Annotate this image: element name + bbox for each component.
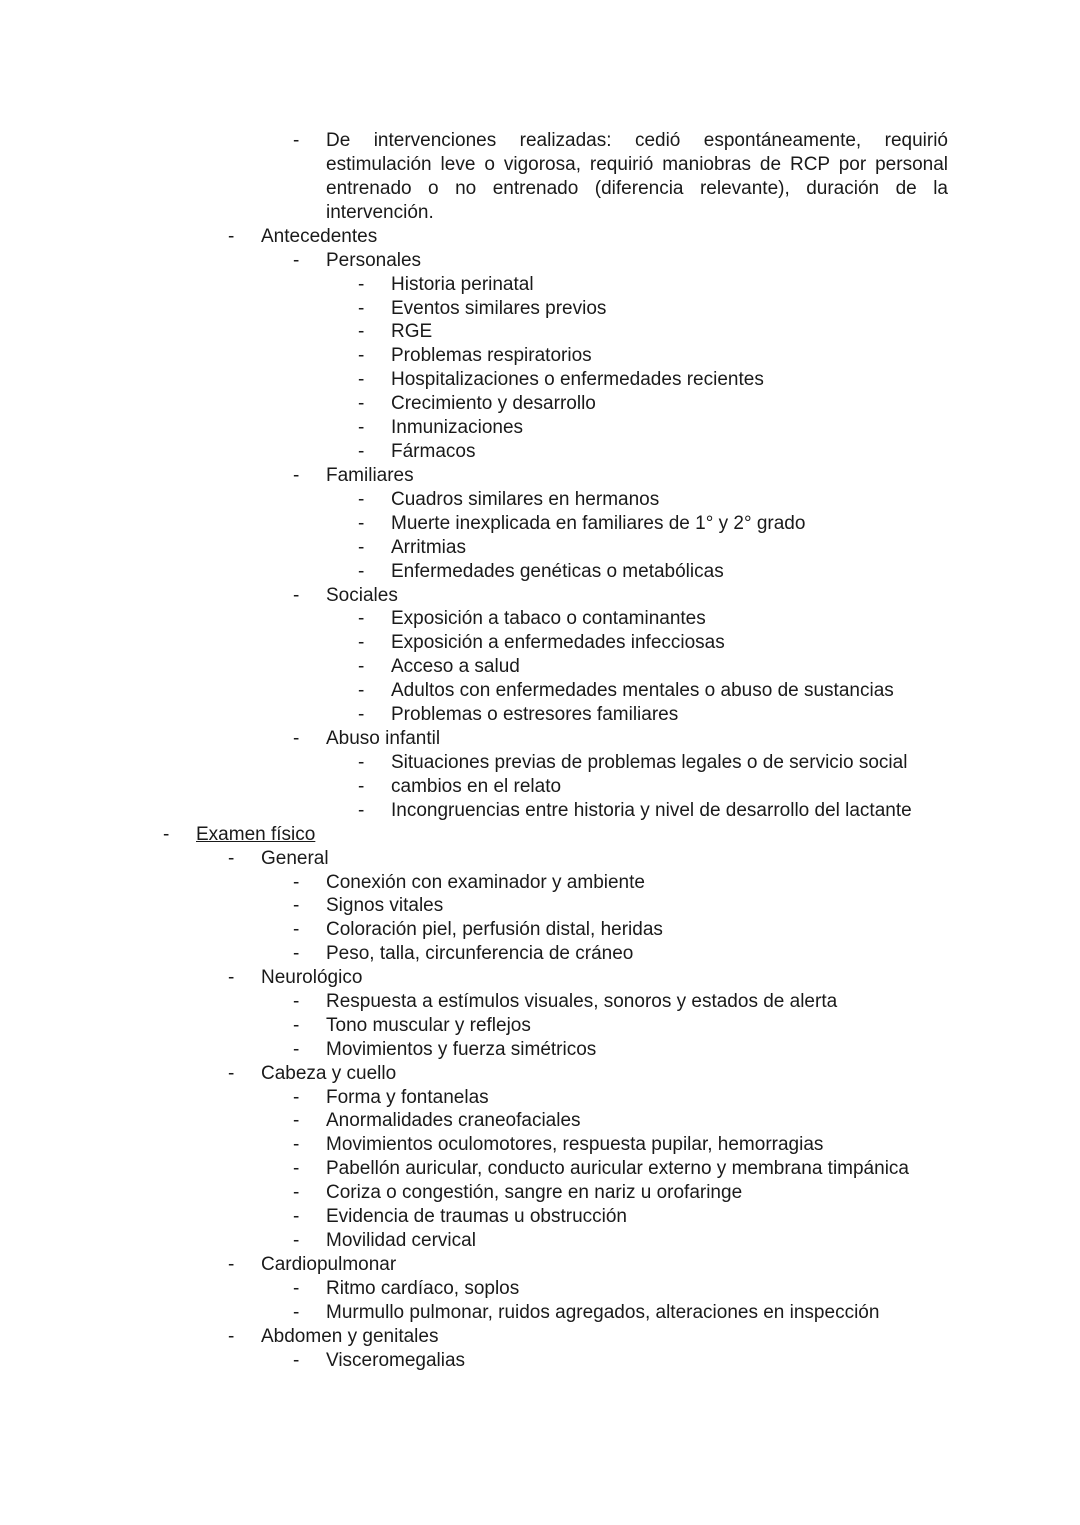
list-item: RGE [391,321,433,342]
list-item: Coriza o congestión, sangre en nariz u orofaringe [326,1182,743,1203]
bullet-dash: - [228,1254,235,1275]
list-item: Pabellón auricular, conducto auricular externo y membrana timpánica [326,1158,909,1179]
bullet-dash: - [358,561,365,582]
section-examen-fisico: Examen físico [196,824,316,845]
bullet-dash: - [293,1134,300,1155]
bullet-dash: - [293,465,300,486]
list-item: Problemas respiratorios [391,345,592,366]
list-item: Anormalidades craneofaciales [326,1110,581,1131]
bullet-dash: - [293,991,300,1012]
subsection-sociales: Sociales [326,585,398,606]
bullet-dash: - [358,274,365,295]
bullet-dash: - [293,1039,300,1060]
bullet-dash: - [293,1230,300,1251]
list-item: Acceso a salud [391,656,520,677]
subsection-abuso-infantil: Abuso infantil [326,728,441,749]
list-item: Forma y fontanelas [326,1087,489,1108]
list-item: Murmullo pulmonar, ruidos agregados, alteraciones en inspección [326,1302,880,1323]
bullet-dash: - [358,537,365,558]
list-item: Adultos con enfermedades mentales o abuso de sustancias [391,680,894,701]
list-item: Conexión con examinador y ambiente [326,872,645,893]
bullet-dash: - [358,680,365,701]
bullet-dash: - [293,728,300,749]
section-antecedentes: Antecedentes [261,226,378,247]
bullet-dash: - [293,585,300,606]
bullet-dash: - [358,489,365,510]
bullet-dash: - [293,250,300,271]
bullet-dash: - [358,441,365,462]
subsection-abdomen-genitales: Abdomen y genitales [261,1326,439,1347]
list-item: Arritmias [391,537,466,558]
bullet-dash: - [358,752,365,773]
subsection-cardiopulmonar: Cardiopulmonar [261,1254,397,1275]
subsection-neurologico: Neurológico [261,967,363,988]
list-item: Respuesta a estímulos visuales, sonoros y estados de alerta [326,991,838,1012]
list-item: Situaciones previas de problemas legales o de servicio social [391,752,908,773]
bullet-dash: - [293,1350,300,1371]
list-item: Crecimiento y desarrollo [391,393,596,414]
bullet-dash: - [293,1110,300,1131]
bullet-dash: - [358,608,365,629]
bullet-dash: - [293,919,300,940]
bullet-dash: - [228,1063,235,1084]
list-item: Enfermedades genéticas o metabólicas [391,561,724,582]
bullet-dash: - [228,967,235,988]
bullet-dash: - [293,1206,300,1227]
bullet-dash: - [358,513,365,534]
bullet-dash: - [293,1278,300,1299]
list-item: Eventos similares previos [391,298,607,319]
list-item: Peso, talla, circunferencia de cráneo [326,943,634,964]
bullet-dash: - [163,824,170,845]
list-item: Cuadros similares en hermanos [391,489,660,510]
bullet-dash: - [358,369,365,390]
bullet-dash: - [358,800,365,821]
bullet-dash: - [293,1015,300,1036]
subsection-cabeza-cuello: Cabeza y cuello [261,1063,397,1084]
bullet-dash: - [293,872,300,893]
list-item: Ritmo cardíaco, soplos [326,1278,520,1299]
list-item: Movilidad cervical [326,1230,476,1251]
bullet-dash: - [293,1302,300,1323]
bullet-dash: - [293,1087,300,1108]
bullet-dash: - [358,704,365,725]
bullet-dash: - [358,298,365,319]
list-item: cambios en el relato [391,776,562,797]
list-item: Inmunizaciones [391,417,524,438]
list-item: Movimientos y fuerza simétricos [326,1039,597,1060]
bullet-dash: - [358,656,365,677]
bullet-dash: - [228,1326,235,1347]
bullet-dash: - [293,1158,300,1179]
list-item: Coloración piel, perfusión distal, heridas [326,919,663,940]
list-item: Exposición a enfermedades infecciosas [391,632,725,653]
bullet-dash: - [228,226,235,247]
list-item: Incongruencias entre historia y nivel de desarrollo del lactante [391,800,912,821]
bullet-dash: - [293,895,300,916]
list-item: Muerte inexplicada en familiares de 1° y 2° grado [391,513,806,534]
bullet-dash: - [293,943,300,964]
list-item: Problemas o estresores familiares [391,704,679,725]
list-item: Evidencia de traumas u obstrucción [326,1206,627,1227]
list-item: Signos vitales [326,895,444,916]
list-item: Tono muscular y reflejos [326,1015,531,1036]
bullet-dash: - [293,130,300,151]
list-item: Visceromegalias [326,1350,466,1371]
bullet-dash: - [358,417,365,438]
subsection-familiares: Familiares [326,465,414,486]
bullet-dash: - [293,1182,300,1203]
subsection-personales: Personales [326,250,422,271]
list-item: Hospitalizaciones o enfermedades recientes [391,369,764,390]
bullet-dash: - [358,345,365,366]
bullet-dash: - [358,632,365,653]
list-item: Movimientos oculomotores, respuesta pupilar, hemorragias [326,1134,824,1155]
bullet-dash: - [358,393,365,414]
bullet-dash: - [358,321,365,342]
subsection-general: General [261,848,329,869]
list-item: Fármacos [391,441,476,462]
bullet-dash: - [358,776,365,797]
bullet-dash: - [228,848,235,869]
intro-paragraph: De intervenciones realizadas: cedió espontáneamente, requirió estimulación leve o vigorosa, requirió maniobras de RCP por personal entrenado o no entrenado (diferencia relevante), duración de la intervención. [326,130,948,223]
list-item: Exposición a tabaco o contaminantes [391,608,706,629]
list-item: Historia perinatal [391,274,534,295]
